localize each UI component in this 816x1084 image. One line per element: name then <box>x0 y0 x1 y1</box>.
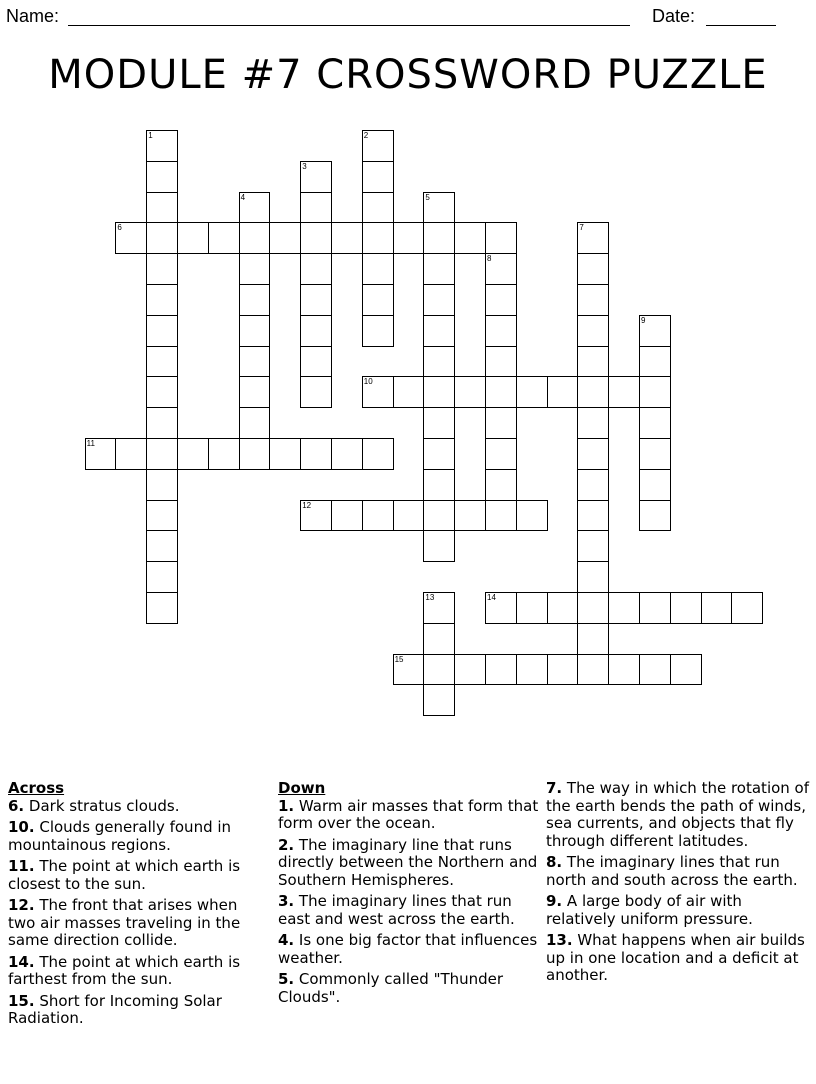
grid-cell[interactable] <box>547 592 579 624</box>
clue-text: The front that arises when two air masses traveling in the same direction collide. <box>8 896 241 949</box>
cell-number: 9 <box>641 315 646 325</box>
clue-number: 14. <box>8 952 35 971</box>
grid-cell[interactable] <box>577 623 609 655</box>
grid-cell[interactable] <box>146 253 178 285</box>
clue-item <box>546 854 812 889</box>
grid-cell[interactable] <box>639 407 671 439</box>
grid-cell[interactable] <box>423 253 455 285</box>
grid-cell[interactable] <box>577 253 609 285</box>
grid-cell[interactable] <box>577 500 609 532</box>
grid-cell[interactable] <box>331 438 363 470</box>
grid-cell[interactable] <box>115 438 147 470</box>
clue-number: 13. <box>546 931 573 949</box>
grid-cell[interactable] <box>300 500 332 532</box>
grid-cell[interactable] <box>485 284 517 316</box>
grid-cell[interactable] <box>362 253 394 285</box>
grid-cell[interactable] <box>146 407 178 439</box>
grid-cell[interactable] <box>300 376 332 408</box>
grid-cell[interactable] <box>577 654 609 686</box>
grid-cell[interactable] <box>485 376 517 408</box>
grid-cell[interactable] <box>423 684 455 716</box>
grid-cell[interactable] <box>577 561 609 593</box>
grid-cell[interactable] <box>485 469 517 501</box>
grid-cell[interactable] <box>670 654 702 686</box>
clue-item <box>546 780 812 850</box>
grid-cell[interactable] <box>300 161 332 193</box>
grid-cell[interactable] <box>239 438 271 470</box>
clue-number: 7. <box>546 779 563 797</box>
grid-cell[interactable] <box>362 284 394 316</box>
down-clues-continued <box>546 780 812 989</box>
grid-cell[interactable] <box>577 438 609 470</box>
grid-cell[interactable] <box>454 654 486 686</box>
grid-cell[interactable] <box>146 561 178 593</box>
clue-text: Short for Incoming Solar Radiation. <box>8 991 222 1027</box>
clue-text: A large body of air with relatively uniform pressure. <box>546 892 753 928</box>
grid-cell[interactable] <box>146 376 178 408</box>
grid-cell[interactable] <box>731 592 763 624</box>
grid-cell[interactable] <box>239 376 271 408</box>
clue-item <box>278 971 540 1006</box>
clue-item <box>278 893 540 928</box>
clue-text: Is one big factor that influences weather. <box>278 931 538 967</box>
grid-cell[interactable] <box>423 192 455 224</box>
grid-cell[interactable] <box>85 438 117 470</box>
grid-cell[interactable] <box>393 654 425 686</box>
grid-cell[interactable] <box>639 376 671 408</box>
cell-number: 13 <box>425 593 435 602</box>
grid-cell[interactable] <box>393 222 425 254</box>
grid-cell[interactable] <box>239 222 271 254</box>
grid-cell[interactable] <box>208 438 240 470</box>
clue-text: The imaginary lines that run east and west across the earth. <box>278 892 515 928</box>
grid-cell[interactable] <box>639 592 671 624</box>
grid-cell[interactable] <box>331 500 363 532</box>
clue-item <box>278 798 540 833</box>
grid-cell[interactable] <box>146 284 178 316</box>
grid-cell[interactable] <box>485 438 517 470</box>
grid-cell[interactable] <box>639 346 671 378</box>
across-heading: Across <box>8 779 65 797</box>
grid-cell[interactable] <box>577 376 609 408</box>
cell-number: 6 <box>117 223 122 233</box>
grid-cell[interactable] <box>577 222 609 254</box>
clue-number: 8. <box>546 853 563 871</box>
clue-text: Warm air masses that form that form over the ocean. <box>278 796 539 832</box>
cell-number: 2 <box>363 131 369 140</box>
grid-cell[interactable] <box>485 222 517 254</box>
grid-cell[interactable] <box>547 654 579 686</box>
grid-cell[interactable] <box>146 469 178 501</box>
grid-cell[interactable] <box>208 222 240 254</box>
cell-number: 4 <box>240 192 246 202</box>
grid-cell[interactable] <box>516 376 548 408</box>
grid-cell[interactable] <box>146 161 178 193</box>
grid-cell[interactable] <box>485 346 517 378</box>
grid-cell[interactable] <box>300 438 332 470</box>
grid-cell[interactable] <box>239 284 271 316</box>
grid-cell[interactable] <box>239 253 271 285</box>
grid-cell[interactable] <box>423 407 455 439</box>
clue-item <box>546 932 812 985</box>
clue-text: What happens when air builds up in one location and a deficit at another. <box>546 931 805 984</box>
clue-item <box>8 819 263 854</box>
grid-cell[interactable] <box>423 623 455 655</box>
grid-cell[interactable] <box>300 315 332 347</box>
clue-text: Commonly called "Thunder Clouds". <box>278 970 504 1006</box>
grid-cell[interactable] <box>393 376 425 408</box>
cell-number: 7 <box>579 223 584 233</box>
grid-cell[interactable] <box>423 438 455 470</box>
clue-number: 11. <box>8 857 35 875</box>
clue-item <box>8 993 263 1028</box>
grid-cell[interactable] <box>608 376 640 408</box>
grid-cell[interactable] <box>146 500 178 532</box>
grid-cell[interactable] <box>146 592 178 624</box>
grid-cell[interactable] <box>146 530 178 562</box>
clue-item <box>278 837 540 890</box>
grid-cell[interactable] <box>423 315 455 347</box>
grid-cell[interactable] <box>362 376 394 408</box>
cell-number: 15 <box>394 654 404 664</box>
grid-cell[interactable] <box>300 284 332 316</box>
grid-cell[interactable] <box>577 469 609 501</box>
grid-cell[interactable] <box>577 407 609 439</box>
grid-cell[interactable] <box>115 222 147 254</box>
clue-item <box>8 954 263 989</box>
grid-cell[interactable] <box>362 222 394 254</box>
grid-cell[interactable] <box>423 469 455 501</box>
grid-cell[interactable] <box>485 500 517 532</box>
grid-cell[interactable] <box>577 346 609 378</box>
grid-cell[interactable] <box>423 284 455 316</box>
clue-number: 1. <box>278 796 295 815</box>
grid-cell[interactable] <box>485 253 517 285</box>
clue-text: Dark stratus clouds. <box>24 796 180 815</box>
grid-cell[interactable] <box>577 284 609 316</box>
clue-item <box>8 858 263 893</box>
across-clues <box>8 780 263 1032</box>
grid-cell[interactable] <box>423 376 455 408</box>
grid-cell[interactable] <box>639 315 671 347</box>
clue-number: 12. <box>8 896 35 914</box>
grid-cell[interactable] <box>146 438 178 470</box>
grid-cell[interactable] <box>516 654 548 686</box>
grid-cell[interactable] <box>146 315 178 347</box>
grid-cell[interactable] <box>516 500 548 532</box>
grid-cell[interactable] <box>146 192 178 224</box>
down-clues <box>278 780 540 1010</box>
grid-cell[interactable] <box>300 253 332 285</box>
clue-text: The point at which earth is closest to the sun. <box>8 857 241 893</box>
clue-item <box>278 932 540 967</box>
grid-cell[interactable] <box>423 592 455 624</box>
grid-cell[interactable] <box>177 438 209 470</box>
grid-cell[interactable] <box>146 346 178 378</box>
grid-cell[interactable] <box>639 438 671 470</box>
grid-cell[interactable] <box>269 438 301 470</box>
grid-cell[interactable] <box>701 592 733 624</box>
clue-text: The imaginary lines that run north and south across the earth. <box>546 853 798 889</box>
clue-number: 4. <box>278 931 295 949</box>
grid-cell[interactable] <box>423 346 455 378</box>
grid-cell[interactable] <box>639 469 671 501</box>
grid-cell[interactable] <box>177 222 209 254</box>
clue-number: 15. <box>8 991 35 1010</box>
grid-cell[interactable] <box>423 654 455 686</box>
cell-number: 1 <box>148 131 153 140</box>
cell-number: 12 <box>302 500 312 510</box>
grid-cell[interactable] <box>577 530 609 562</box>
grid-cell[interactable] <box>639 500 671 532</box>
grid-cell[interactable] <box>300 346 332 378</box>
grid-cell[interactable] <box>454 500 486 532</box>
date-label: Date: <box>652 6 696 26</box>
clue-number: 3. <box>278 892 295 910</box>
clue-number: 9. <box>546 892 563 910</box>
clue-item <box>8 897 263 950</box>
cell-number: 5 <box>425 192 430 202</box>
down-heading: Down <box>278 779 326 797</box>
name-label: Name: <box>6 6 60 26</box>
grid-cell[interactable] <box>423 500 455 532</box>
clue-number: 6. <box>8 796 25 815</box>
grid-cell[interactable] <box>577 592 609 624</box>
cell-number: 8 <box>487 254 492 264</box>
grid-cell[interactable] <box>269 222 301 254</box>
page-title: MODULE #7 CROSSWORD PUZZLE <box>48 52 768 98</box>
grid-cell[interactable] <box>362 192 394 224</box>
grid-cell[interactable] <box>454 222 486 254</box>
grid-cell[interactable] <box>362 500 394 532</box>
grid-cell[interactable] <box>239 315 271 347</box>
grid-cell[interactable] <box>670 592 702 624</box>
grid-cell[interactable] <box>362 161 394 193</box>
grid-cell[interactable] <box>362 130 394 162</box>
grid-cell[interactable] <box>300 192 332 224</box>
grid-cell[interactable] <box>146 130 178 162</box>
clue-number: 10. <box>8 818 35 836</box>
grid-cell[interactable] <box>331 222 363 254</box>
cell-number: 3 <box>302 161 307 171</box>
grid-cell[interactable] <box>608 592 640 624</box>
grid-cell[interactable] <box>485 592 517 624</box>
grid-cell[interactable] <box>239 407 271 439</box>
clue-text: The way in which the rotation of the earth bends the path of winds, sea currents, and objects that fly through different latitudes. <box>546 779 810 850</box>
grid-cell[interactable] <box>393 500 425 532</box>
grid-cell[interactable] <box>547 376 579 408</box>
grid-cell[interactable] <box>577 315 609 347</box>
grid-cell[interactable] <box>454 376 486 408</box>
clue-item <box>8 798 263 816</box>
grid-cell[interactable] <box>516 592 548 624</box>
grid-cell[interactable] <box>239 346 271 378</box>
grid-cell[interactable] <box>608 654 640 686</box>
grid-cell[interactable] <box>639 654 671 686</box>
clue-text: The point at which earth is farthest from the sun. <box>8 952 241 988</box>
cell-number: 10 <box>363 377 373 387</box>
clue-text: The imaginary line that runs directly between the Northern and Southern Hemispheres. <box>278 835 538 889</box>
clue-number: 2. <box>278 835 295 854</box>
grid-cell[interactable] <box>362 315 394 347</box>
grid-cell[interactable] <box>485 654 517 686</box>
grid-cell[interactable] <box>485 315 517 347</box>
cell-number: 14 <box>487 593 496 602</box>
grid-cell[interactable] <box>423 222 455 254</box>
grid-cell[interactable] <box>485 407 517 439</box>
grid-cell[interactable] <box>239 192 271 224</box>
grid-cell[interactable] <box>300 222 332 254</box>
grid-cell[interactable] <box>362 438 394 470</box>
cell-number: 11 <box>86 439 95 448</box>
grid-cell[interactable] <box>146 222 178 254</box>
clue-item <box>546 893 812 928</box>
grid-cell[interactable] <box>423 530 455 562</box>
clue-number: 5. <box>278 970 295 988</box>
clue-text: Clouds generally found in mountainous regions. <box>8 818 232 854</box>
